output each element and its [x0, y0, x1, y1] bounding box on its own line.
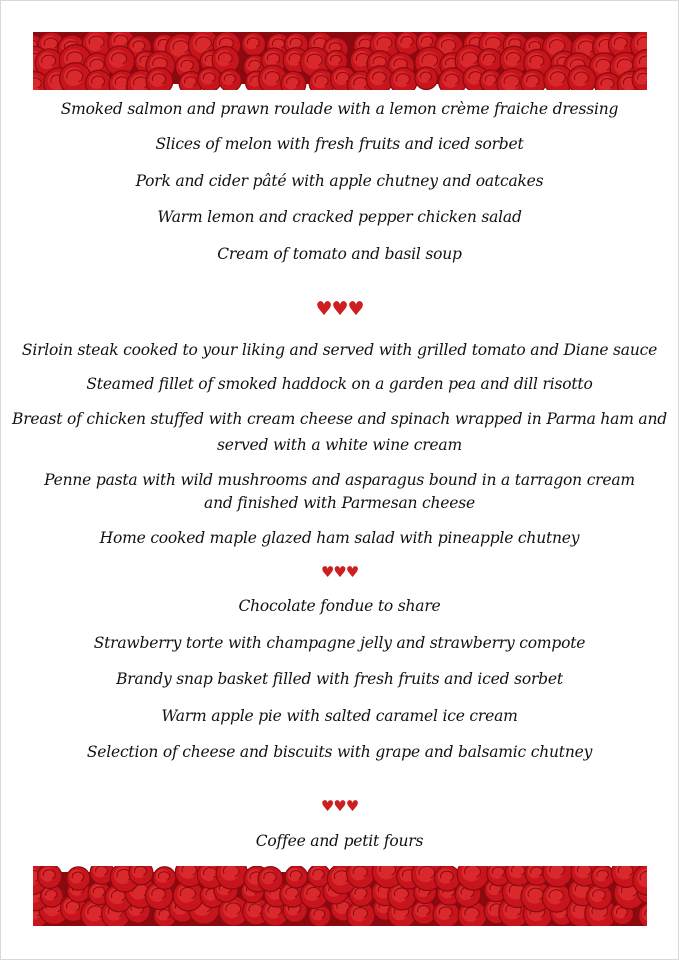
- menu-item-coffee: Coffee and petit fours: [255, 832, 424, 850]
- hearts-divider: ♥♥♥: [320, 563, 359, 581]
- menu-item-main: Home cooked maple glazed ham salad with pineapple chutney: [99, 529, 580, 547]
- menu-item-main-continued: served with a white wine cream: [217, 436, 462, 454]
- menu-item-dessert: Warm apple pie with salted caramel ice cream: [161, 707, 518, 725]
- menu-item-starter: Warm lemon and cracked pepper chicken salad: [157, 208, 522, 226]
- menu-item-starter: Pork and cider pâté with apple chutney and oatcakes: [135, 172, 544, 190]
- menu-item-dessert: Selection of cheese and biscuits with grape and balsamic chutney: [86, 743, 593, 761]
- menu-item-main: Penne pasta with wild mushrooms and asparagus bound in a tarragon cream: [44, 471, 635, 489]
- hearts-divider: ♥♥♥: [315, 298, 364, 320]
- rose-border-image: [33, 32, 647, 90]
- menu-item-starter: Cream of tomato and basil soup: [217, 245, 462, 263]
- menu-item-main: Steamed fillet of smoked haddock on a garden pea and dill risotto: [86, 375, 593, 393]
- menu-item-main: Sirloin steak cooked to your liking and served with grilled tomato and Diane sauce: [21, 341, 658, 359]
- menu-item-dessert: Chocolate fondue to share: [238, 597, 441, 615]
- menu-item-starter: Slices of melon with fresh fruits and iced sorbet: [155, 135, 524, 153]
- bottom-rose-border: [33, 866, 647, 926]
- rose-border-image: [33, 866, 647, 926]
- menu-item-starter: Smoked salmon and prawn roulade with a lemon crème fraiche dressing: [60, 100, 619, 118]
- menu-item-main-continued: and finished with Parmesan cheese: [204, 494, 475, 512]
- menu-item-main: Breast of chicken stuffed with cream cheese and spinach wrapped in Parma ham and: [12, 410, 667, 428]
- top-rose-border: [33, 32, 647, 90]
- menu-item-dessert: Strawberry torte with champagne jelly and strawberry compote: [93, 634, 586, 652]
- menu-item-dessert: Brandy snap basket filled with fresh fruits and iced sorbet: [116, 670, 563, 688]
- hearts-divider: ♥♥♥: [320, 797, 359, 815]
